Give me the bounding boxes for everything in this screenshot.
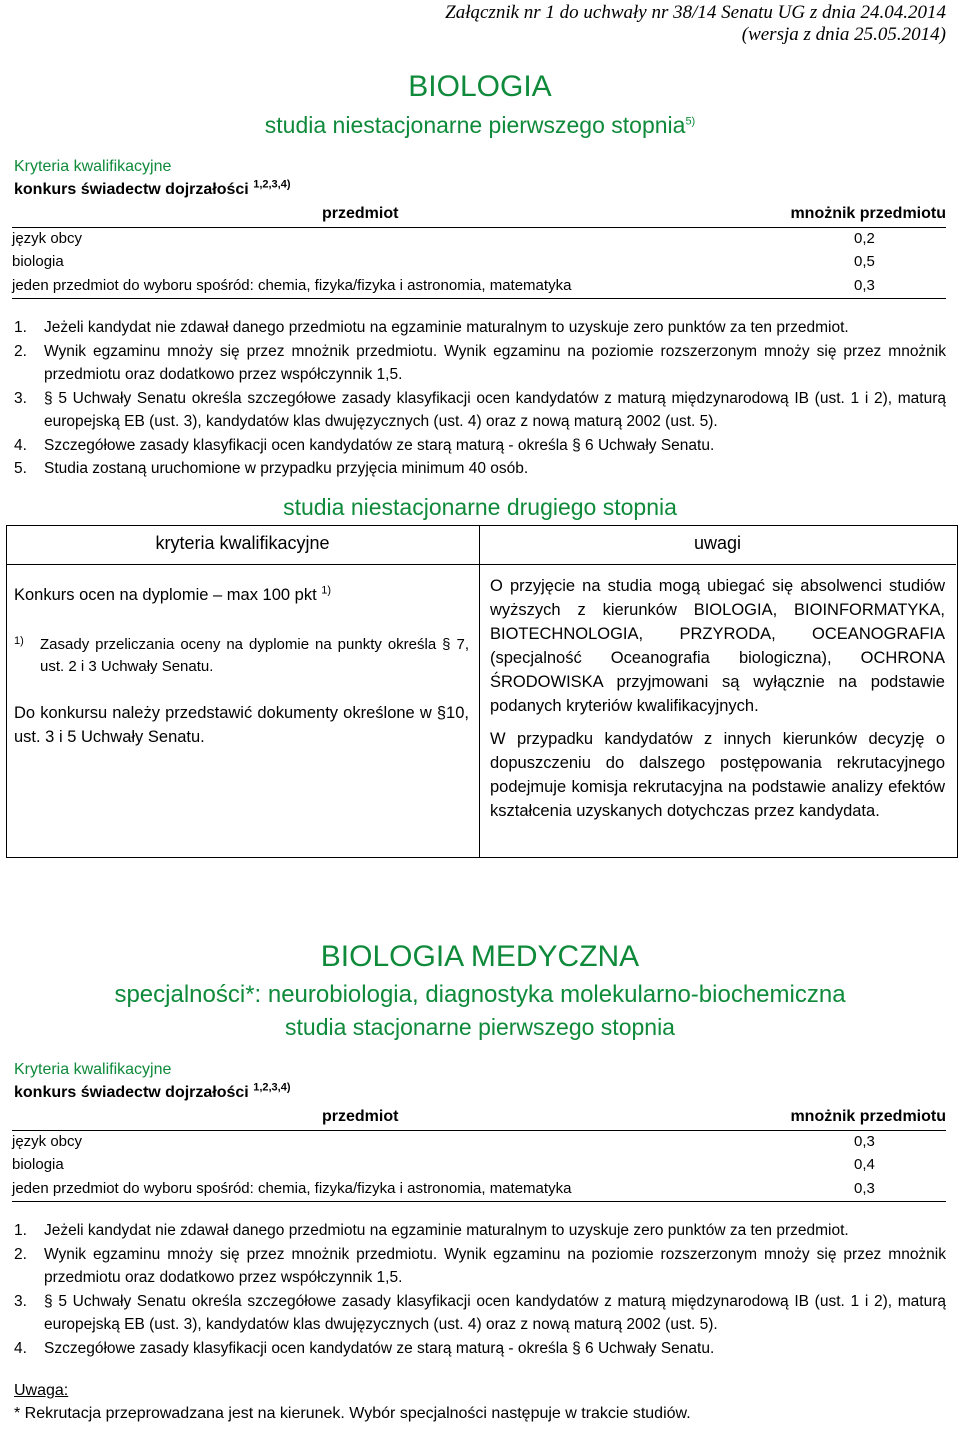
section1-subtitle-text: studia niestacjonarne pierwszego stopnia	[264, 112, 686, 138]
attachment-header	[445, 2, 946, 46]
section1-criteria-label: Kryteria kwalifikacyjne	[14, 158, 172, 175]
remark-other-fields: W przypadku kandydatów z innych kierunków decyzję o dopuszczeniu do dalszego postępowania rekrutacyjnego podejmuje komisja rekrutacyjna na podstawie analizy efektów kształcenia uzyskanych dotychczas przez kandydata.	[490, 730, 945, 820]
note-item	[14, 1243, 946, 1290]
note-item	[14, 387, 946, 434]
note-number: 4.	[14, 436, 27, 454]
section2-subtitle: studia niestacjonarne drugiego stopnia	[283, 494, 677, 520]
footnote-text: Zasady przeliczania oceny na dyplomie na punkty określa § 7, ust. 2 i 3 Uchwały Senatu.	[40, 636, 469, 675]
multiplier-cell: 0,3	[854, 1179, 875, 1197]
criteria-column-head: kryteria kwalifikacyjne	[155, 533, 330, 553]
table-row	[12, 275, 946, 300]
note-text: Studia zostaną uruchomione w przypadku przyjęcia minimum 40 osób.	[44, 460, 529, 477]
table-head-multiplier: mnożnik przedmiotu	[790, 1108, 946, 1125]
table-header	[12, 1106, 946, 1131]
note-number: 4.	[14, 1339, 27, 1357]
contest-label-text: konkurs świadectw dojrzałości	[14, 181, 249, 198]
note-text: Jeżeli kandydat nie zdawał danego przedmiotu na egzaminie maturalnym to uzyskuje zero punktów za ten przedmiot.	[44, 319, 849, 336]
note-number: 2.	[14, 342, 27, 360]
contest-diploma	[14, 586, 469, 605]
subject-cell: biologia	[12, 253, 64, 270]
version-line: (wersja z dnia 25.05.2014)	[741, 24, 946, 45]
table-row	[12, 228, 946, 252]
section1-contest-label	[14, 179, 291, 201]
note-item	[14, 434, 946, 458]
note-number: 3.	[14, 389, 27, 407]
multiplier-cell: 0,5	[854, 253, 875, 270]
table-head-multiplier: mnożnik przedmiotu	[790, 205, 946, 222]
section3-criteria-table	[12, 1106, 946, 1202]
note-item	[14, 340, 946, 387]
contest-diploma-text: Konkurs ocen na dyplomie – max 100 pkt	[14, 586, 317, 604]
note-number: 2.	[14, 1245, 27, 1263]
section3-title: BIOLOGIA MEDYCZNA	[320, 940, 640, 973]
note-item	[14, 1290, 946, 1337]
criteria-box	[6, 525, 480, 858]
section3-contest-label	[14, 1082, 291, 1104]
note-text: Wynik egzaminu mnoży się przez mnożnik przedmiotu. Wynik egzaminu na poziomie rozszerzonym mnoży się przez mnożnik przedmiotu oraz dodatkowo przez współczynnik 1,5.	[44, 1245, 946, 1286]
multiplier-cell: 0,3	[854, 276, 875, 294]
section3-notes	[14, 1219, 946, 1360]
table-header	[12, 203, 946, 228]
note-item	[14, 1337, 946, 1361]
table-row	[12, 1154, 946, 1178]
section1-subtitle-sup: 5)	[685, 115, 696, 128]
section1-notes	[14, 316, 946, 481]
subject-cell: biologia	[12, 1156, 64, 1173]
note-item	[14, 316, 946, 340]
table-head-subject: przedmiot	[322, 205, 399, 222]
note-number: 1.	[14, 319, 27, 336]
section3-criteria-label: Kryteria kwalifikacyjne	[14, 1061, 172, 1078]
contest-label-text: konkurs świadectw dojrzałości	[14, 1084, 249, 1101]
footnote	[14, 634, 469, 678]
section1-subtitle	[0, 112, 960, 139]
remark-label: Uwaga:	[14, 1382, 69, 1399]
note-item	[14, 1219, 946, 1243]
multiplier-cell: 0,3	[854, 1132, 875, 1150]
note-text: Jeżeli kandydat nie zdawał danego przedmiotu na egzaminie maturalnym to uzyskuje zero punktów za ten przedmiot.	[44, 1222, 849, 1239]
subject-cell: język obcy	[12, 1132, 83, 1150]
note-text: Wynik egzaminu mnoży się przez mnożnik przedmiotu. Wynik egzaminu na poziomie rozszerzonym mnoży się przez mnożnik przedmiotu oraz dodatkowo przez współczynnik 1,5.	[44, 342, 946, 383]
multiplier-cell: 0,4	[854, 1156, 875, 1173]
section3-specialties: specjalności*: neurobiologia, diagnostyka molekularno-biochemiczna	[114, 981, 846, 1008]
table-head-subject: przedmiot	[322, 1108, 399, 1125]
note-text: § 5 Uchwały Senatu określa szczegółowe zasady klasyfikacji ocen kandydatów z maturą międzynarodową IB (ust. 1 i 2), maturą europejską EB (ust. 3), kandydatów klas dwujęzycznych (ust. 4) oraz z nową maturą 2002 (ust. 5).	[44, 1292, 946, 1333]
subject-cell: język obcy	[12, 229, 83, 247]
contest-diploma-sup: 1)	[321, 584, 332, 597]
table-row	[12, 1178, 946, 1203]
section1-title: BIOLOGIA	[408, 70, 552, 103]
note-text: Szczegółowe zasady klasyfikacji ocen kandydatów ze starą maturą - określa § 6 Uchwały Senatu.	[44, 436, 715, 454]
documents-note: Do konkursu należy przedstawić dokumenty określone w §10, ust. 3 i 5 Uchwały Senatu.	[14, 704, 469, 746]
note-text: § 5 Uchwały Senatu określa szczegółowe zasady klasyfikacji ocen kandydatów z maturą międzynarodową IB (ust. 1 i 2), maturą europejską EB (ust. 3), kandydatów klas dwujęzycznych (ust. 4) oraz z nową maturą 2002 (ust. 5).	[44, 389, 946, 430]
multiplier-cell: 0,2	[854, 229, 875, 247]
table-divider	[6, 564, 956, 565]
table-row	[12, 1131, 946, 1155]
footnote-mark: 1)	[14, 635, 24, 647]
section1-criteria-table	[12, 203, 946, 299]
remark-eligibility: O przyjęcie na studia mogą ubiegać się absolwenci studiów wyższych z kierunków BIOLOGIA, BIOINFORMATYKA, BIOTECHNOLOGIA, PRZYRODA, OCEANOGRAFIA (specjalność Oceanografia biologiczna), OCHRONA ŚRODOWISKA przyjmowani są wyłącznie na podstawie podanych kryteriów kwalifikacyjnych.	[490, 577, 945, 715]
note-number: 3.	[14, 1292, 27, 1310]
contest-label-sup: 1,2,3,4)	[253, 178, 291, 191]
attachment-line: Załącznik nr 1 do uchwały nr 38/14 Senatu UG z dnia 24.04.2014	[445, 2, 946, 23]
subject-cell: jeden przedmiot do wyboru spośród: chemia, fizyka/fizyka i astronomia, matematyka	[12, 1179, 572, 1197]
subject-cell: jeden przedmiot do wyboru spośród: chemia, fizyka/fizyka i astronomia, matematyka	[12, 276, 572, 294]
contest-label-sup: 1,2,3,4)	[253, 1081, 291, 1094]
table-row	[12, 251, 946, 275]
remark-text: * Rekrutacja przeprowadzana jest na kierunek. Wybór specjalności następuje w trakcie studiów.	[14, 1405, 691, 1422]
note-item	[14, 457, 946, 481]
note-number: 5.	[14, 460, 27, 477]
remarks-column-head: uwagi	[693, 533, 742, 553]
section3-subtitle: studia stacjonarne pierwszego stopnia	[285, 1014, 675, 1040]
note-number: 1.	[14, 1222, 27, 1239]
note-text: Szczegółowe zasady klasyfikacji ocen kandydatów ze starą maturą - określa § 6 Uchwały Senatu.	[44, 1339, 715, 1357]
